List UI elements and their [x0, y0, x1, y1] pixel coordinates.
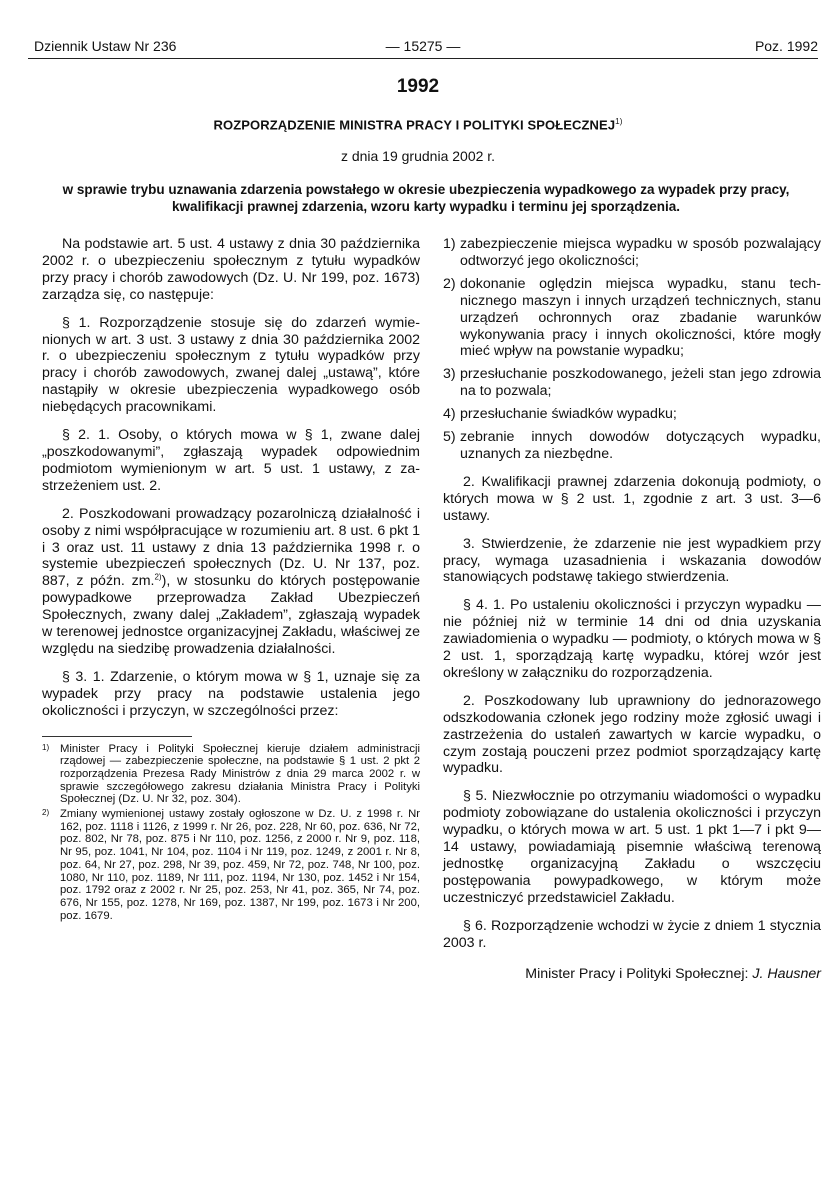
footnote-1	[42, 743, 420, 807]
signature	[443, 966, 821, 983]
right-column	[443, 236, 821, 993]
page-number: — 15275 —	[385, 38, 461, 54]
paragraph-3-3: 3. Stwierdzenie, że zdarzenie nie jest wypadkiem przy pracy, wymaga uzasadnienia i wskazania dowodów stanowiących podstawę takiego stwierdzenia.	[443, 535, 821, 586]
paragraph-2-2-start: 2. Poszkodowani prowadzący pozarolniczą działalność i osoby z nimi współpracujące w rozumieniu art. 8 ust. 6 pkt 1 i 3 oraz ust. 11 ustawy z dnia 13 października 1998 r. o systemie ubezpieczeń społecznych (Dz. U. Nr 137, poz. 887, z późn. zm.	[42, 505, 420, 590]
list-item-text: przesłuchanie poszkodowanego, jeżeli stan jego zdrowia na to pozwala;	[460, 366, 821, 400]
act-title	[0, 117, 836, 132]
list-item	[443, 276, 821, 361]
list-item-number: 1)	[443, 236, 456, 252]
paragraph-4-1: § 4. 1. Po ustaleniu okoliczności i przyczyn wypadku — nie później niż w terminie 14 dni od dnia uzyskania zawiadomienia o wypadku — podmioty, o których mowa w § 2 ust. 1, sporządzają kartę wypadku, której wzór jest określony w załączniku do rozporządzenia.	[443, 597, 821, 681]
list-item-text: dokonanie oględzin miejsca wypadku, stanu technicznego maszyn i innych urządzeń technicznych, stanu urządzeń ochronnych oraz zbadanie warunków wykonywania pracy i innych okoliczności, które mogły mieć wpływ na powstanie wypadku;	[460, 275, 821, 360]
list-item	[443, 406, 821, 423]
footnote-number: 2)	[42, 808, 50, 818]
list-item-number: 2)	[443, 275, 456, 292]
paragraph-6: § 6. Rozporządzenie wchodzi w życie z dniem 1 stycznia 2003 r.	[443, 917, 821, 951]
list-item-text: przesłuchanie świadków wypadku;	[460, 406, 677, 423]
act-subject: w sprawie trybu uznawania zdarzenia powstałego w okresie ubezpieczenia wypadkowego za wypadek przy pracy, kwalifikacji prawnej zdarzenia, wzoru karty wypadku i terminu jej sporządzenia.	[62, 182, 790, 214]
paragraph-2-2	[42, 506, 420, 658]
signature-role: Minister Pracy i Polityki Społecznej:	[525, 965, 749, 982]
footnote-divider	[42, 736, 192, 737]
act-title-footnote-ref: 1)	[615, 117, 623, 126]
footnote-2	[42, 808, 420, 922]
list-item	[443, 429, 821, 463]
paragraph-3-2: 2. Kwalifikacji prawnej zdarzenia dokonują podmioty, o których mowa w § 2 ust. 1, zgodnie z art. 3 ust. 3—6 ustawy.	[443, 473, 821, 524]
paragraph-2-1: § 2. 1. Osoby, o których mowa w § 1, zwane dalej „poszkodowanymi”, zgłaszają wypadek odpowiednim podmiotom wymienionym w art. 5 ust. 1 ustawy, z zastrzeżeniem ust. 2.	[42, 427, 420, 494]
list-item	[443, 366, 821, 400]
list-item	[443, 236, 821, 270]
list-item-text: zebranie innych dowodów dotyczących wypadku, uznanych za niezbędne.	[460, 429, 821, 462]
list-item-number: 4)	[443, 406, 456, 423]
running-header	[28, 38, 818, 58]
act-date: z dnia 19 grudnia 2002 r.	[340, 148, 496, 164]
header-rule	[28, 58, 818, 59]
footnotes	[42, 743, 420, 923]
list-item-number: 5)	[443, 429, 456, 446]
paragraph-4-2: 2. Poszkodowany lub uprawniony do jednorazowego odszkodowania członek jego rodziny może zgłosić uwagi i zastrzeżenia do ustaleń zawartych w karcie wypadku, o czym zostają pouczeni przez podmiot sporządzający kartę wypadku.	[443, 692, 821, 777]
list-item-number: 3)	[443, 366, 456, 383]
enumerated-list	[443, 236, 821, 463]
paragraph-1: § 1. Rozporządzenie stosuje się do zdarzeń wymienionych w art. 3 ust. 3 ustawy z dnia 30 października 2002 r. o ubezpieczeniu społecznym z tytułu wypadków przy pracy i chorób zawodowych, zwanej dalej „ustawą”, które nastąpiły w okresie ubezpieczenia wypadkowego osób niebędących pracownikami.	[42, 314, 420, 416]
paragraph-3-1: § 3. 1. Zdarzenie, o którym mowa w § 1, uznaje się za wypadek przy pracy na podstawie ustalenia jego okoliczności i przyczyn, w szczególności przez:	[42, 668, 420, 719]
position-number: Poz. 1992	[754, 38, 818, 54]
list-item-text: zabezpieczenie miejsca wypadku w sposób pozwalający odtworzyć jego okoliczności;	[460, 236, 821, 269]
footnote-number: 1)	[42, 742, 50, 752]
footnote-2-ref: 2)	[154, 572, 162, 582]
signature-name: J. Hausner	[752, 965, 821, 982]
footnote-text: Minister Pracy i Polityki Społecznej kieruje działem administracji rządowej — zabezpieczenie społeczne, na podstawie § 1 ust. 2 pkt 2 rozporządzenia Prezesa Rady Ministrów z dnia 29 marca 2002 r. w sprawie szczegółowego zakresu działania Ministra Pracy i Polityki Społecznej (Dz. U. Nr 32, poz. 304).	[60, 742, 420, 806]
paragraph-2-2-end: ), w stosunku do których postępowanie powypadkowe przeprowadza Zakład Ubezpieczeń Społecznych, zwany dalej „Zakładem”, zgłaszają wypadek w terenowej jednostce organizacyjnej Zakładu, właściwej ze względu na siedzibę prowadzenia działalności.	[42, 573, 421, 657]
act-title-text: ROZPORZĄDZENIE MINISTRA PRACY I POLITYKI SPOŁECZNEJ	[213, 117, 616, 133]
left-column	[42, 236, 420, 924]
paragraph-5: § 5. Niezwłocznie po otrzymaniu wiadomości o wypadku podmioty zobowiązane do ustalenia okoliczności i przyczyn wypadku, o których mowa w art. 5 ust. 1 pkt 1—7 i pkt 9—14 ustawy, powiadamiają pisemnie właściwą terenową jednostkę organizacyjną Zakładu o wszczęciu postępowania powypadkowego, w którym może uczestniczyć przedstawiciel Zakładu.	[443, 788, 821, 906]
journal-name: Dziennik Ustaw Nr 236	[34, 38, 177, 54]
preamble: Na podstawie art. 5 ust. 4 ustawy z dnia 30 października 2002 r. o ubezpieczeniu społecznym z tytułu wypadków przy pracy i chorób zawodowych (Dz. U. Nr 199, poz. 1673) zarządza się, co następuje:	[42, 236, 420, 303]
act-number: 1992	[396, 76, 440, 97]
footnote-text: Zmiany wymienionej ustawy zostały ogłoszone w Dz. U. z 1998 r. Nr 162, poz. 1118 i 1126, z 1999 r. Nr 26, poz. 228, Nr 60, poz. 636, Nr 72, poz. 802, Nr 78, poz. 875 i Nr 110, poz. 1256, z 2000 r. Nr 9, poz. 118, Nr 95, poz. 1041, Nr 104, poz. 1104 i Nr 119, poz. 1249, z 2001 r. Nr 8, poz. 64, Nr 27, poz. 298, Nr 39, poz. 459, Nr 72, poz. 748, Nr 100, poz. 1080, Nr 110, poz. 1189, Nr 111, poz. 1194, Nr 130, poz. 1452 i Nr 154, poz. 1792 oraz z 2002 r. Nr 25, poz. 253, Nr 41, poz. 365, Nr 74, poz. 676, Nr 155, poz. 1278, Nr 169, poz. 1387, Nr 199, poz. 1673 i Nr 200, poz. 1679.	[60, 808, 420, 922]
